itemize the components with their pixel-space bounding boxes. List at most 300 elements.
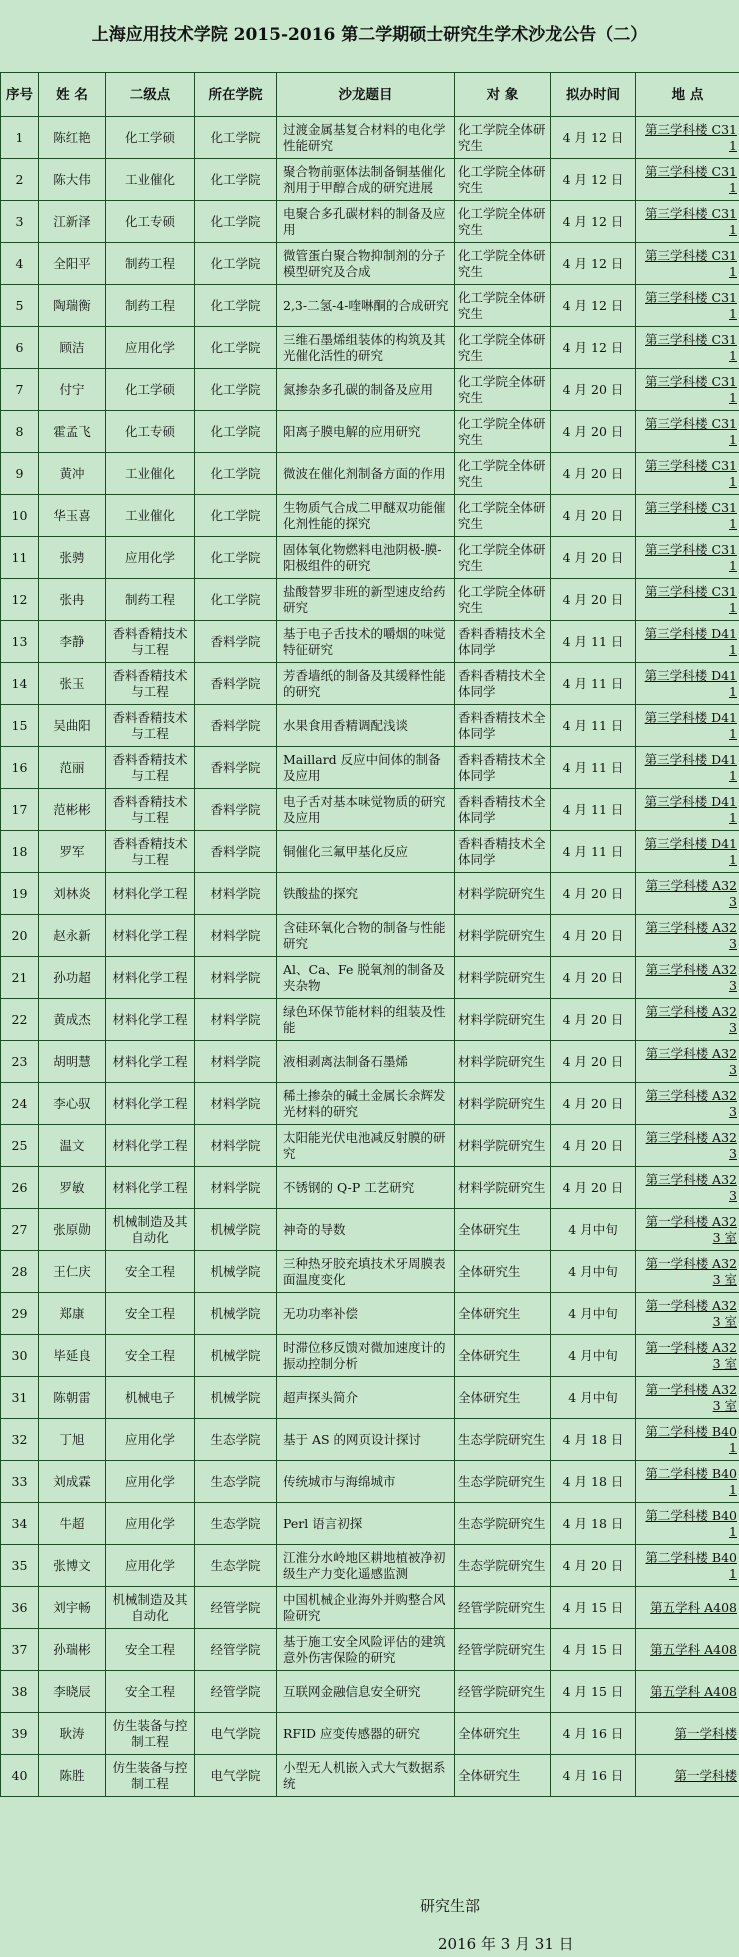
cell-location: 第三学科楼 D411 <box>636 789 739 831</box>
cell-discipline: 材料化学工程 <box>106 873 195 915</box>
cell-topic: 水果食用香精调配浅谈 <box>277 705 455 747</box>
cell-index: 12 <box>1 579 39 621</box>
cell-index: 20 <box>1 915 39 957</box>
table-row <box>1 453 739 495</box>
cell-index: 32 <box>1 1419 39 1461</box>
cell-topic: 传统城市与海绵城市 <box>277 1461 455 1503</box>
table-row <box>1 369 739 411</box>
cell-location: 第一学科楼 <box>636 1755 739 1797</box>
cell-audience: 生态学院研究生 <box>455 1545 551 1587</box>
cell-index: 19 <box>1 873 39 915</box>
table-row <box>1 285 739 327</box>
cell-location: 第五学科 A408 <box>636 1671 739 1713</box>
cell-index: 15 <box>1 705 39 747</box>
cell-audience: 化工学院全体研究生 <box>455 159 551 201</box>
cell-name: 江新泽 <box>39 201 106 243</box>
cell-index: 39 <box>1 1713 39 1755</box>
cell-location: 第三学科楼 D411 <box>636 747 739 789</box>
cell-location: 第三学科楼 A323 <box>636 873 739 915</box>
cell-audience: 化工学院全体研究生 <box>455 579 551 621</box>
cell-index: 40 <box>1 1755 39 1797</box>
cell-location: 第三学科楼 C311 <box>636 369 739 411</box>
cell-topic: 神奇的导数 <box>277 1209 455 1251</box>
cell-discipline: 制药工程 <box>106 243 195 285</box>
table-row <box>1 1587 739 1629</box>
cell-topic: 不锈钢的 Q-P 工艺研究 <box>277 1167 455 1209</box>
cell-college: 化工学院 <box>195 201 277 243</box>
cell-discipline: 安全工程 <box>106 1335 195 1377</box>
cell-audience: 材料学院研究生 <box>455 1083 551 1125</box>
cell-college: 生态学院 <box>195 1419 277 1461</box>
cell-index: 29 <box>1 1293 39 1335</box>
cell-name: 孙瑞彬 <box>39 1629 106 1671</box>
cell-college: 经管学院 <box>195 1629 277 1671</box>
cell-date: 4 月 20 日 <box>551 1125 636 1167</box>
cell-audience: 生态学院研究生 <box>455 1461 551 1503</box>
cell-location: 第三学科楼 D411 <box>636 705 739 747</box>
table-row <box>1 705 739 747</box>
cell-topic: RFID 应变传感器的研究 <box>277 1713 455 1755</box>
cell-topic: 过渡金属基复合材料的电化学性能研究 <box>277 117 455 159</box>
cell-date: 4 月中旬 <box>551 1209 636 1251</box>
cell-topic: 超声探头简介 <box>277 1377 455 1419</box>
cell-college: 材料学院 <box>195 1167 277 1209</box>
table-row <box>1 1293 739 1335</box>
cell-date: 4 月 15 日 <box>551 1629 636 1671</box>
cell-index: 11 <box>1 537 39 579</box>
cell-location: 第五学科 A408 <box>636 1629 739 1671</box>
cell-topic: 2,3-二氢-4-喹啉酮的合成研究 <box>277 285 455 327</box>
cell-index: 38 <box>1 1671 39 1713</box>
cell-discipline: 香料香精技术与工程 <box>106 789 195 831</box>
cell-index: 21 <box>1 957 39 999</box>
cell-college: 机械学院 <box>195 1251 277 1293</box>
cell-college: 经管学院 <box>195 1671 277 1713</box>
cell-name: 罗敏 <box>39 1167 106 1209</box>
column-header-audience: 对 象 <box>455 73 551 117</box>
cell-discipline: 香料香精技术与工程 <box>106 747 195 789</box>
cell-discipline: 机械电子 <box>106 1377 195 1419</box>
cell-audience: 材料学院研究生 <box>455 957 551 999</box>
cell-audience: 化工学院全体研究生 <box>455 537 551 579</box>
cell-discipline: 应用化学 <box>106 537 195 579</box>
cell-discipline: 安全工程 <box>106 1251 195 1293</box>
cell-index: 2 <box>1 159 39 201</box>
table-row <box>1 411 739 453</box>
cell-audience: 全体研究生 <box>455 1335 551 1377</box>
cell-name: 丁旭 <box>39 1419 106 1461</box>
cell-topic: 无功功率补偿 <box>277 1293 455 1335</box>
cell-date: 4 月 20 日 <box>551 999 636 1041</box>
cell-discipline: 香料香精技术与工程 <box>106 831 195 873</box>
cell-audience: 材料学院研究生 <box>455 915 551 957</box>
column-header-name: 姓 名 <box>39 73 106 117</box>
cell-audience: 化工学院全体研究生 <box>455 117 551 159</box>
cell-date: 4 月 20 日 <box>551 453 636 495</box>
cell-date: 4 月 12 日 <box>551 201 636 243</box>
cell-discipline: 材料化学工程 <box>106 915 195 957</box>
table-row <box>1 999 739 1041</box>
cell-college: 电气学院 <box>195 1755 277 1797</box>
cell-index: 31 <box>1 1377 39 1419</box>
cell-college: 材料学院 <box>195 999 277 1041</box>
table-row <box>1 579 739 621</box>
cell-topic: 含硅环氧化合物的制备与性能研究 <box>277 915 455 957</box>
table-row <box>1 747 739 789</box>
cell-index: 3 <box>1 201 39 243</box>
cell-index: 7 <box>1 369 39 411</box>
cell-index: 23 <box>1 1041 39 1083</box>
cell-audience: 生态学院研究生 <box>455 1503 551 1545</box>
cell-date: 4 月 15 日 <box>551 1587 636 1629</box>
cell-index: 14 <box>1 663 39 705</box>
cell-discipline: 应用化学 <box>106 327 195 369</box>
cell-name: 张骋 <box>39 537 106 579</box>
cell-location: 第二学科楼 B401 <box>636 1461 739 1503</box>
cell-name: 陈红艳 <box>39 117 106 159</box>
cell-index: 34 <box>1 1503 39 1545</box>
cell-discipline: 化工学硕 <box>106 369 195 411</box>
cell-audience: 化工学院全体研究生 <box>455 285 551 327</box>
cell-topic: 互联网金融信息安全研究 <box>277 1671 455 1713</box>
cell-audience: 香料香精技术全体同学 <box>455 663 551 705</box>
cell-discipline: 材料化学工程 <box>106 999 195 1041</box>
table-row <box>1 537 739 579</box>
cell-name: 范彬彬 <box>39 789 106 831</box>
cell-index: 5 <box>1 285 39 327</box>
cell-college: 化工学院 <box>195 453 277 495</box>
cell-college: 香料学院 <box>195 621 277 663</box>
cell-audience: 全体研究生 <box>455 1293 551 1335</box>
column-header-discipline: 二级点 <box>106 73 195 117</box>
cell-location: 第三学科楼 A323 <box>636 957 739 999</box>
cell-discipline: 工业催化 <box>106 495 195 537</box>
cell-location: 第三学科楼 C311 <box>636 201 739 243</box>
column-header-index: 序号 <box>1 73 39 117</box>
cell-college: 化工学院 <box>195 327 277 369</box>
table-row <box>1 1503 739 1545</box>
cell-index: 36 <box>1 1587 39 1629</box>
cell-location: 第三学科楼 D411 <box>636 831 739 873</box>
cell-discipline: 应用化学 <box>106 1503 195 1545</box>
cell-topic: 基于 AS 的网页设计探讨 <box>277 1419 455 1461</box>
cell-date: 4 月 11 日 <box>551 789 636 831</box>
table-row <box>1 1713 739 1755</box>
cell-college: 生态学院 <box>195 1503 277 1545</box>
cell-audience: 化工学院全体研究生 <box>455 201 551 243</box>
cell-index: 27 <box>1 1209 39 1251</box>
column-header-college: 所在学院 <box>195 73 277 117</box>
cell-name: 赵永新 <box>39 915 106 957</box>
cell-date: 4 月 16 日 <box>551 1755 636 1797</box>
cell-college: 生态学院 <box>195 1545 277 1587</box>
cell-index: 24 <box>1 1083 39 1125</box>
cell-date: 4 月 11 日 <box>551 705 636 747</box>
cell-name: 张冉 <box>39 579 106 621</box>
cell-audience: 经管学院研究生 <box>455 1587 551 1629</box>
cell-audience: 经管学院研究生 <box>455 1629 551 1671</box>
cell-audience: 全体研究生 <box>455 1713 551 1755</box>
cell-name: 李静 <box>39 621 106 663</box>
cell-name: 顾洁 <box>39 327 106 369</box>
cell-audience: 化工学院全体研究生 <box>455 411 551 453</box>
cell-name: 陈朝雷 <box>39 1377 106 1419</box>
cell-college: 材料学院 <box>195 1083 277 1125</box>
table-row <box>1 1377 739 1419</box>
cell-topic: 微波在催化剂制备方面的作用 <box>277 453 455 495</box>
table-row <box>1 201 739 243</box>
cell-index: 1 <box>1 117 39 159</box>
cell-name: 刘宇畅 <box>39 1587 106 1629</box>
cell-location: 第三学科楼 C311 <box>636 537 739 579</box>
cell-index: 18 <box>1 831 39 873</box>
cell-discipline: 应用化学 <box>106 1419 195 1461</box>
table-row <box>1 663 739 705</box>
cell-name: 范丽 <box>39 747 106 789</box>
cell-date: 4 月 18 日 <box>551 1419 636 1461</box>
cell-college: 香料学院 <box>195 831 277 873</box>
cell-date: 4 月中旬 <box>551 1293 636 1335</box>
cell-topic: 盐酸替罗非班的新型速皮给药研究 <box>277 579 455 621</box>
cell-discipline: 应用化学 <box>106 1545 195 1587</box>
cell-discipline: 应用化学 <box>106 1461 195 1503</box>
cell-discipline: 安全工程 <box>106 1293 195 1335</box>
table-row <box>1 621 739 663</box>
cell-name: 陈大伟 <box>39 159 106 201</box>
cell-name: 毕延良 <box>39 1335 106 1377</box>
cell-topic: 电聚合多孔碳材料的制备及应用 <box>277 201 455 243</box>
cell-name: 牛超 <box>39 1503 106 1545</box>
cell-college: 机械学院 <box>195 1335 277 1377</box>
cell-name: 全阳平 <box>39 243 106 285</box>
column-header-location: 地 点 <box>636 73 739 117</box>
cell-discipline: 安全工程 <box>106 1629 195 1671</box>
cell-college: 香料学院 <box>195 705 277 747</box>
cell-date: 4 月 11 日 <box>551 831 636 873</box>
cell-college: 材料学院 <box>195 957 277 999</box>
page-title: 上海应用技术学院 2015-2016 第二学期硕士研究生学术沙龙公告（二） <box>91 24 648 45</box>
cell-location: 第三学科楼 C311 <box>636 243 739 285</box>
cell-audience: 香料香精技术全体同学 <box>455 705 551 747</box>
cell-topic: 电子舌对基本味觉物质的研究及应用 <box>277 789 455 831</box>
cell-date: 4 月 16 日 <box>551 1713 636 1755</box>
cell-date: 4 月 12 日 <box>551 117 636 159</box>
table-row <box>1 1251 739 1293</box>
cell-topic: 铜催化三氟甲基化反应 <box>277 831 455 873</box>
cell-audience: 香料香精技术全体同学 <box>455 789 551 831</box>
cell-date: 4 月 20 日 <box>551 579 636 621</box>
cell-topic: 基于施工安全风险评估的建筑意外伤害保险的研究 <box>277 1629 455 1671</box>
cell-name: 李心驭 <box>39 1083 106 1125</box>
cell-location: 第三学科楼 A323 <box>636 915 739 957</box>
cell-name: 陈胜 <box>39 1755 106 1797</box>
cell-audience: 材料学院研究生 <box>455 873 551 915</box>
cell-audience: 全体研究生 <box>455 1755 551 1797</box>
cell-name: 张玉 <box>39 663 106 705</box>
cell-college: 化工学院 <box>195 495 277 537</box>
cell-topic: 三种热牙胶充填技术牙周膜表面温度变化 <box>277 1251 455 1293</box>
cell-index: 26 <box>1 1167 39 1209</box>
cell-index: 28 <box>1 1251 39 1293</box>
cell-discipline: 制药工程 <box>106 579 195 621</box>
cell-name: 胡明慧 <box>39 1041 106 1083</box>
cell-discipline: 材料化学工程 <box>106 1041 195 1083</box>
cell-college: 化工学院 <box>195 411 277 453</box>
cell-topic: 基于电子舌技术的嚼烟的味觉特征研究 <box>277 621 455 663</box>
cell-index: 4 <box>1 243 39 285</box>
cell-audience: 全体研究生 <box>455 1251 551 1293</box>
cell-name: 霍孟飞 <box>39 411 106 453</box>
cell-date: 4 月 12 日 <box>551 159 636 201</box>
cell-college: 机械学院 <box>195 1293 277 1335</box>
cell-college: 化工学院 <box>195 369 277 411</box>
cell-topic: 稀土掺杂的碱土金属长余辉发光材料的研究 <box>277 1083 455 1125</box>
cell-date: 4 月 20 日 <box>551 1083 636 1125</box>
cell-location: 第二学科楼 B401 <box>636 1503 739 1545</box>
cell-discipline: 仿生装备与控制工程 <box>106 1713 195 1755</box>
cell-index: 37 <box>1 1629 39 1671</box>
cell-date: 4 月 20 日 <box>551 537 636 579</box>
cell-location: 第五学科 A408 <box>636 1587 739 1629</box>
cell-college: 化工学院 <box>195 285 277 327</box>
cell-date: 4 月 20 日 <box>551 1545 636 1587</box>
cell-college: 化工学院 <box>195 537 277 579</box>
cell-discipline: 工业催化 <box>106 159 195 201</box>
cell-topic: 阳离子膜电解的应用研究 <box>277 411 455 453</box>
table-row <box>1 1545 739 1587</box>
cell-location: 第三学科楼 A323 <box>636 1125 739 1167</box>
cell-discipline: 工业催化 <box>106 453 195 495</box>
cell-audience: 化工学院全体研究生 <box>455 453 551 495</box>
cell-date: 4 月 11 日 <box>551 663 636 705</box>
cell-name: 黄冲 <box>39 453 106 495</box>
cell-college: 经管学院 <box>195 1587 277 1629</box>
cell-college: 生态学院 <box>195 1461 277 1503</box>
cell-audience: 材料学院研究生 <box>455 999 551 1041</box>
cell-location: 第三学科楼 A323 <box>636 1167 739 1209</box>
cell-topic: 小型无人机嵌入式大气数据系统 <box>277 1755 455 1797</box>
cell-discipline: 材料化学工程 <box>106 957 195 999</box>
cell-topic: Al、Ca、Fe 脱氧剂的制备及夹杂物 <box>277 957 455 999</box>
cell-index: 22 <box>1 999 39 1041</box>
cell-college: 电气学院 <box>195 1713 277 1755</box>
cell-date: 4 月 15 日 <box>551 1671 636 1713</box>
cell-discipline: 制药工程 <box>106 285 195 327</box>
cell-audience: 材料学院研究生 <box>455 1041 551 1083</box>
cell-college: 材料学院 <box>195 1125 277 1167</box>
cell-discipline: 材料化学工程 <box>106 1083 195 1125</box>
table-row <box>1 873 739 915</box>
cell-location: 第一学科楼 A323 室 <box>636 1335 739 1377</box>
cell-audience: 材料学院研究生 <box>455 1167 551 1209</box>
cell-name: 刘林炎 <box>39 873 106 915</box>
cell-date: 4 月中旬 <box>551 1335 636 1377</box>
cell-date: 4 月 12 日 <box>551 285 636 327</box>
cell-location: 第三学科楼 A323 <box>636 999 739 1041</box>
cell-location: 第三学科楼 A323 <box>636 1041 739 1083</box>
table-row <box>1 243 739 285</box>
cell-date: 4 月 18 日 <box>551 1461 636 1503</box>
table-row <box>1 327 739 369</box>
cell-topic: 三维石墨烯组装体的构筑及其光催化活性的研究 <box>277 327 455 369</box>
cell-date: 4 月中旬 <box>551 1251 636 1293</box>
cell-index: 33 <box>1 1461 39 1503</box>
cell-location: 第三学科楼 D411 <box>636 663 739 705</box>
cell-location: 第三学科楼 C311 <box>636 117 739 159</box>
cell-location: 第三学科楼 C311 <box>636 453 739 495</box>
column-header-topic: 沙龙题目 <box>277 73 455 117</box>
cell-date: 4 月中旬 <box>551 1377 636 1419</box>
cell-topic: 时滞位移反馈对微加速度计的振动控制分析 <box>277 1335 455 1377</box>
table-row <box>1 1419 739 1461</box>
cell-topic: 液相剥离法制备石墨烯 <box>277 1041 455 1083</box>
table-row <box>1 159 739 201</box>
cell-date: 4 月 12 日 <box>551 243 636 285</box>
cell-discipline: 材料化学工程 <box>106 1167 195 1209</box>
cell-college: 化工学院 <box>195 243 277 285</box>
table-row <box>1 831 739 873</box>
issue-date: 2016 年 3 月 31 日 <box>438 1935 574 1953</box>
cell-location: 第三学科楼 C311 <box>636 327 739 369</box>
table-row <box>1 789 739 831</box>
cell-topic: 中国机械企业海外并购整合风险研究 <box>277 1587 455 1629</box>
cell-audience: 生态学院研究生 <box>455 1419 551 1461</box>
cell-date: 4 月 20 日 <box>551 1041 636 1083</box>
cell-index: 9 <box>1 453 39 495</box>
table-row <box>1 957 739 999</box>
cell-topic: 固体氧化物燃料电池阴极-膜-阳极组件的研究 <box>277 537 455 579</box>
cell-audience: 香料香精技术全体同学 <box>455 831 551 873</box>
table-row <box>1 495 739 537</box>
cell-location: 第一学科楼 A323 室 <box>636 1377 739 1419</box>
cell-college: 材料学院 <box>195 1041 277 1083</box>
table-header-row <box>1 73 739 117</box>
cell-index: 13 <box>1 621 39 663</box>
table-row <box>1 1209 739 1251</box>
cell-location: 第三学科楼 C311 <box>636 411 739 453</box>
cell-audience: 经管学院研究生 <box>455 1671 551 1713</box>
cell-date: 4 月 20 日 <box>551 1167 636 1209</box>
cell-discipline: 香料香精技术与工程 <box>106 663 195 705</box>
cell-college: 机械学院 <box>195 1377 277 1419</box>
cell-location: 第三学科楼 A323 <box>636 1083 739 1125</box>
cell-location: 第二学科楼 B401 <box>636 1545 739 1587</box>
cell-college: 香料学院 <box>195 663 277 705</box>
cell-discipline: 香料香精技术与工程 <box>106 621 195 663</box>
issuing-department: 研究生部 <box>420 1897 481 1915</box>
cell-name: 郑康 <box>39 1293 106 1335</box>
cell-index: 16 <box>1 747 39 789</box>
table-row <box>1 1629 739 1671</box>
cell-index: 35 <box>1 1545 39 1587</box>
table-row <box>1 1461 739 1503</box>
cell-college: 材料学院 <box>195 873 277 915</box>
cell-audience: 全体研究生 <box>455 1209 551 1251</box>
cell-date: 4 月 20 日 <box>551 495 636 537</box>
cell-name: 张博文 <box>39 1545 106 1587</box>
cell-location: 第一学科楼 A323 室 <box>636 1209 739 1251</box>
cell-audience: 材料学院研究生 <box>455 1125 551 1167</box>
cell-college: 化工学院 <box>195 579 277 621</box>
cell-topic: 氮掺杂多孔碳的制备及应用 <box>277 369 455 411</box>
cell-discipline: 化工专硕 <box>106 411 195 453</box>
cell-name: 王仁庆 <box>39 1251 106 1293</box>
cell-discipline: 香料香精技术与工程 <box>106 705 195 747</box>
cell-discipline: 仿生装备与控制工程 <box>106 1755 195 1797</box>
cell-topic: 生物质气合成二甲醚双功能催化剂性能的探究 <box>277 495 455 537</box>
cell-index: 30 <box>1 1335 39 1377</box>
cell-name: 黄成杰 <box>39 999 106 1041</box>
